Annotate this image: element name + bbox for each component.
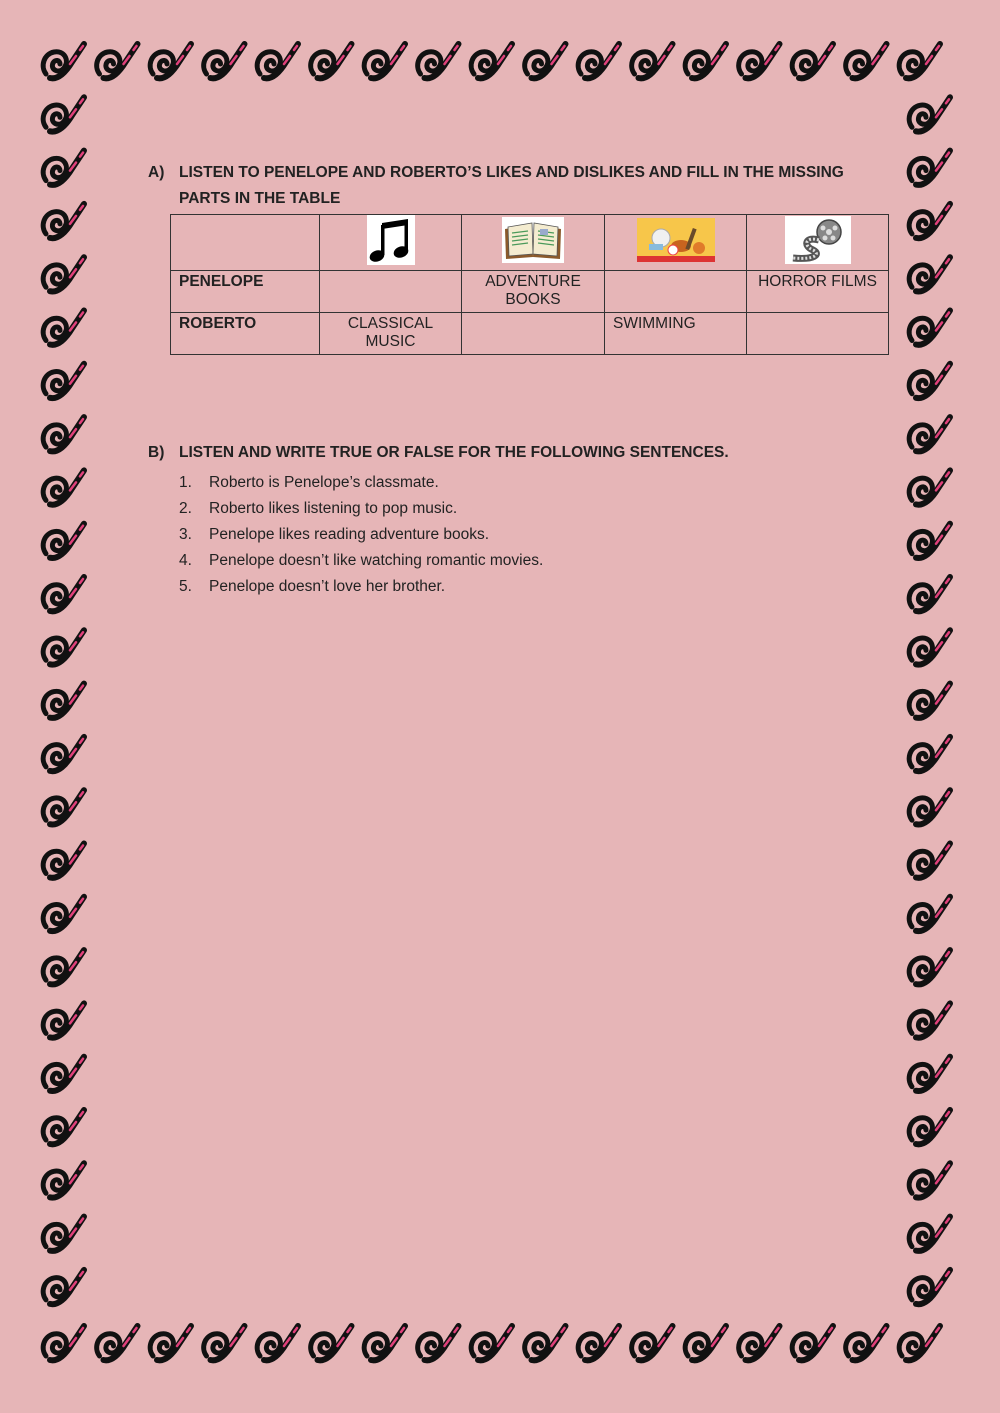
swirl-ornament — [792, 1326, 833, 1360]
swirl-ornament — [909, 1163, 950, 1197]
table-row-penelope — [171, 271, 889, 313]
answer-cell[interactable] — [320, 271, 462, 313]
sentence-text: Penelope likes reading adventure books. — [209, 526, 490, 543]
swirl-ornament — [632, 44, 673, 78]
swirl-ornament — [43, 1270, 84, 1304]
sentence-text: Roberto likes listening to pop music. — [209, 500, 458, 517]
swirl-ornament — [43, 364, 84, 398]
swirl-ornament — [43, 577, 84, 611]
swirl-ornament — [909, 737, 950, 771]
open-book-icon — [502, 217, 564, 263]
swirl-ornament — [909, 684, 950, 718]
swirl-ornament — [43, 684, 84, 718]
swirl-ornament — [909, 311, 950, 345]
swirl-ornament — [909, 897, 950, 931]
swirl-ornament — [632, 1326, 673, 1360]
swirl-ornament — [909, 630, 950, 664]
answer-cell[interactable] — [462, 313, 605, 355]
list-item — [148, 470, 893, 496]
swirl-ornament — [909, 790, 950, 824]
answer-cell[interactable] — [605, 271, 747, 313]
section-b — [148, 440, 893, 600]
swirl-ornament — [909, 1057, 950, 1091]
swirl-ornament — [43, 417, 84, 451]
swirl-ornament — [43, 790, 84, 824]
swirl-ornament — [899, 1326, 940, 1360]
swirl-ornament — [909, 1217, 950, 1251]
swirl-ornament — [311, 44, 352, 78]
swirl-ornament — [685, 44, 726, 78]
swirl-ornament — [97, 44, 138, 78]
swirl-ornament — [909, 524, 950, 558]
swirl-ornament — [909, 97, 950, 131]
swirl-ornament — [792, 44, 833, 78]
swirl-ornament — [418, 1326, 459, 1360]
sentence-text: Penelope doesn’t love her brother. — [209, 578, 446, 595]
sentence-number: 4. — [179, 552, 192, 569]
section-a-letter: A) — [148, 164, 165, 181]
table-cell: CLASSICAL MUSIC — [320, 313, 462, 355]
table-row-roberto — [171, 313, 889, 355]
swirl-ornament — [739, 44, 780, 78]
row-name: PENELOPE — [171, 271, 320, 313]
swirl-ornament — [43, 1110, 84, 1144]
swirl-ornament — [846, 44, 887, 78]
list-item — [148, 496, 893, 522]
swirl-ornament — [43, 151, 84, 185]
sentence-text: Roberto is Penelope’s classmate. — [209, 474, 439, 491]
list-item — [148, 574, 893, 600]
sentence-number: 1. — [179, 474, 192, 491]
swirl-ornament — [43, 470, 84, 504]
list-item — [148, 522, 893, 548]
table-cell: ADVENTURE BOOKS — [462, 271, 605, 313]
swirl-ornament — [909, 1110, 950, 1144]
swirl-ornament — [43, 1003, 84, 1037]
swirl-ornament — [899, 44, 940, 78]
sports-equipment-icon — [637, 218, 715, 262]
swirl-ornament — [909, 151, 950, 185]
swirl-ornament — [909, 577, 950, 611]
swirl-ornament — [43, 630, 84, 664]
swirl-ornament — [364, 44, 405, 78]
swirl-ornament — [204, 1326, 245, 1360]
section-a-heading — [148, 160, 893, 212]
swirl-ornament — [43, 844, 84, 878]
worksheet-content — [148, 160, 893, 595]
swirl-ornament — [43, 524, 84, 558]
swirl-ornament — [739, 1326, 780, 1360]
swirl-ornament — [471, 44, 512, 78]
swirl-ornament — [43, 1326, 84, 1360]
swirl-ornament — [43, 1217, 84, 1251]
swirl-ornament — [97, 1326, 138, 1360]
list-item — [148, 548, 893, 574]
swirl-ornament — [43, 311, 84, 345]
table-cell: SWIMMING — [605, 313, 747, 355]
swirl-ornament — [685, 1326, 726, 1360]
swirl-ornament — [43, 204, 84, 238]
section-a-instruction: LISTEN TO PENELOPE AND ROBERTO’S LIKES AND DISLIKES AND FILL IN THE MISSING PARTS IN THE TABLE — [179, 164, 844, 207]
swirl-ornament — [525, 1326, 566, 1360]
swirl-ornament — [257, 1326, 298, 1360]
sentence-number: 5. — [179, 578, 192, 595]
table-cell: HORROR FILMS — [747, 271, 889, 313]
swirl-ornament — [909, 844, 950, 878]
section-b-instruction: LISTEN AND WRITE TRUE OR FALSE FOR THE FOLLOWING SENTENCES. — [179, 444, 729, 461]
swirl-ornament — [311, 1326, 352, 1360]
swirl-ornament — [578, 44, 619, 78]
swirl-ornament — [846, 1326, 887, 1360]
swirl-ornament — [578, 1326, 619, 1360]
swirl-ornament — [150, 1326, 191, 1360]
swirl-ornament — [909, 257, 950, 291]
music-note-icon — [367, 215, 415, 265]
swirl-ornament — [204, 44, 245, 78]
swirl-ornament — [909, 204, 950, 238]
swirl-ornament — [909, 950, 950, 984]
table-corner-cell — [171, 215, 320, 271]
row-name: ROBERTO — [171, 313, 320, 355]
swirl-ornament — [150, 44, 191, 78]
swirl-ornament — [909, 1003, 950, 1037]
swirl-ornament — [525, 44, 566, 78]
swirl-ornament — [43, 1163, 84, 1197]
swirl-ornament — [43, 1057, 84, 1091]
swirl-ornament — [909, 364, 950, 398]
swirl-ornament — [43, 44, 84, 78]
swirl-ornament — [909, 470, 950, 504]
swirl-ornament — [43, 257, 84, 291]
sentence-number: 3. — [179, 526, 192, 543]
swirl-ornament — [43, 950, 84, 984]
section-b-heading — [148, 440, 893, 466]
sentence-number: 2. — [179, 500, 192, 517]
likes-table — [170, 214, 889, 355]
film-reel-icon — [785, 216, 851, 264]
sentence-list — [148, 470, 893, 600]
section-b-letter: B) — [148, 444, 165, 461]
answer-cell[interactable] — [747, 313, 889, 355]
swirl-ornament — [43, 737, 84, 771]
swirl-ornament — [471, 1326, 512, 1360]
swirl-ornament — [418, 44, 459, 78]
swirl-ornament — [364, 1326, 405, 1360]
swirl-ornament — [257, 44, 298, 78]
sentence-text: Penelope doesn’t like watching romantic movies. — [209, 552, 544, 569]
swirl-ornament — [43, 97, 84, 131]
table-icon-row — [171, 215, 889, 271]
swirl-ornament — [909, 417, 950, 451]
swirl-ornament — [43, 897, 84, 931]
swirl-ornament — [909, 1270, 950, 1304]
